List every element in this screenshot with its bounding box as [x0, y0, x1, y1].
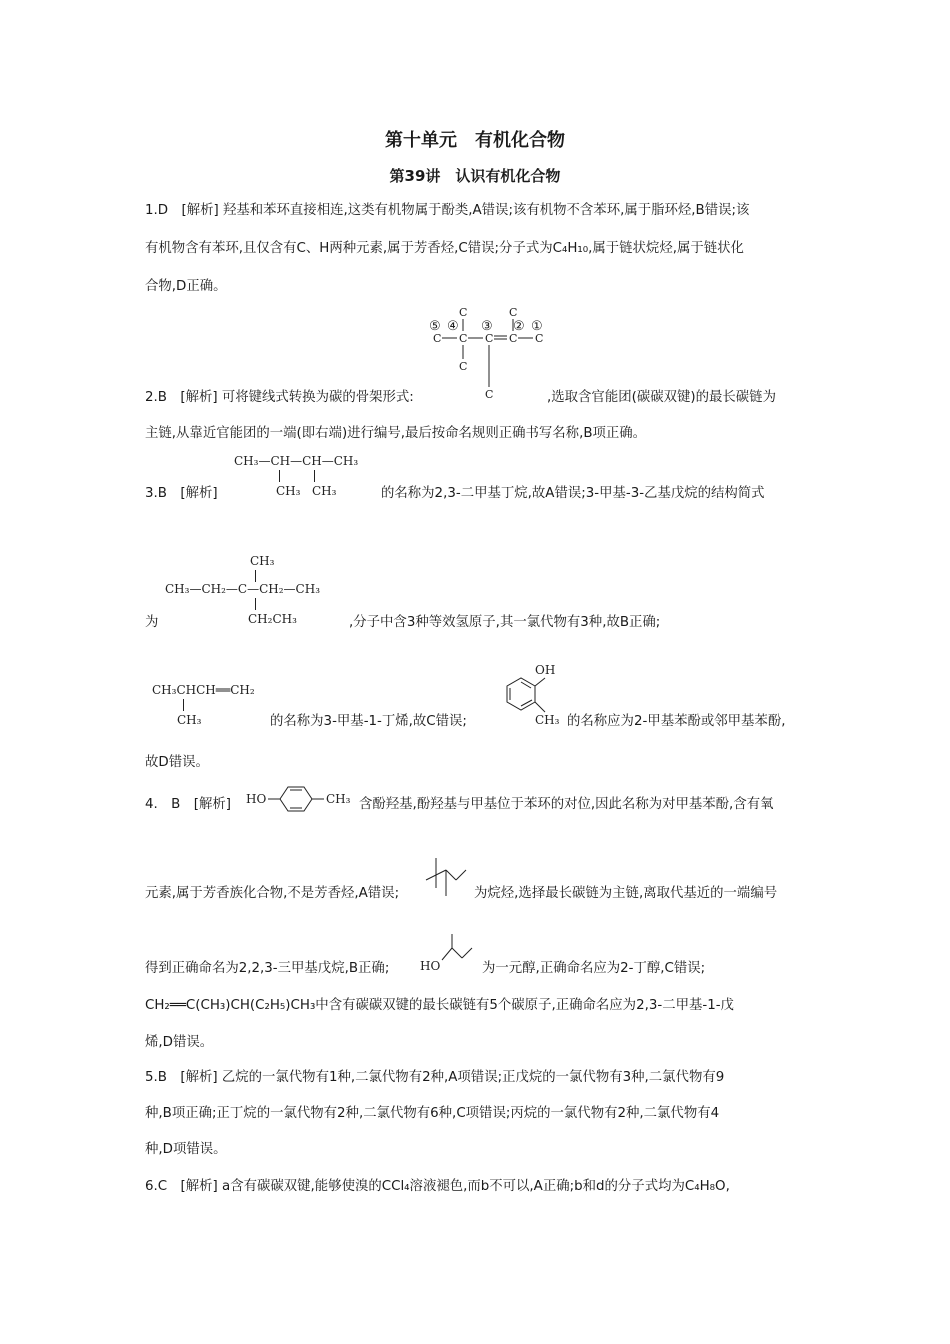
- q2-carbon-skeleton: [425, 302, 555, 404]
- q6-line-1: 6.C [解析] a含有碳碳双键,能够使溴的CCl₄溶液褪色,而b不可以,A正确;b和d的分子式均为C₄H₈O,: [145, 1179, 730, 1194]
- skeleton-number-1: ①: [531, 319, 543, 334]
- q3-formula-dimethylbutane-main: CH₃—CH—CH—CH₃: [234, 454, 359, 468]
- bond-line: [255, 598, 256, 610]
- skeleton-atom-c: C: [459, 360, 468, 373]
- q3-formula-butene-main: CH₃CHCH══CH₂: [152, 683, 255, 697]
- bond-line: [314, 470, 315, 482]
- o-cresol-ch3-label: CH₃: [535, 713, 560, 727]
- q1-line-1: 1.D [解析] 羟基和苯环直接相连,这类有机物属于酚类,A错误;该有机物不含苯环,属于脂环烃,B错误;该: [145, 203, 750, 218]
- skeleton-atom-c: C: [509, 306, 518, 319]
- q4-line-2a: 元素,属于芳香族化合物,不是芳香烃,A错误;: [145, 886, 400, 901]
- q3-line-4: 故D错误。: [145, 755, 209, 770]
- o-cresol-oh-label: OH: [535, 663, 556, 677]
- skeleton-number-3: ③: [481, 319, 493, 334]
- skeleton-atom-c: C: [485, 332, 494, 345]
- q1-line-2: 有机物含有苯环,且仅含有C、H两种元素,属于芳香烃,C错误;分子式为C₄H₁₀,属于链状烷烃,属于链状化: [145, 241, 744, 256]
- q3-line-1b: 的名称为2,3-二甲基丁烷,故A错误;3-甲基-3-乙基戊烷的结构简式: [381, 486, 765, 501]
- p-cresol-ch3-label: CH₃: [326, 792, 351, 806]
- p-cresol-ho-label: HO: [246, 792, 267, 806]
- q5-line-1: 5.B [解析] 乙烷的一氯代物有1种,二氯代物有2种,A项错误;正戊烷的一氯代物有3种,二氯代物有9: [145, 1070, 725, 1085]
- butanol-ho-label: HO: [420, 959, 441, 973]
- q3-formula-pentane-main: CH₃—CH₂—C—CH₂—CH₃: [165, 582, 321, 596]
- q4-line-5: 烯,D错误。: [145, 1035, 214, 1050]
- skeleton-number-5: ⑤: [429, 319, 441, 334]
- q3-formula-pentane-bottom: CH₂CH₃: [248, 612, 297, 626]
- q3-formula-dimethylbutane-sub2: CH₃: [312, 484, 337, 498]
- q4-line-2b: 为烷烃,选择最长碳链为主链,离取代基近的一端编号: [474, 886, 778, 901]
- q3-line-2a: 为: [145, 615, 159, 630]
- skeleton-atom-c: C: [459, 306, 468, 319]
- q4-line-1b: 含酚羟基,酚羟基与甲基位于苯环的对位,因此名称为对甲基苯酚,含有氧: [359, 797, 774, 812]
- unit-title: 第十单元 有机化合物: [385, 130, 565, 151]
- q5-line-2: 种,B项正确;正丁烷的一氯代物有2种,二氯代物有6种,C项错误;丙烷的一氯代物有2种,二氯代物有4: [145, 1106, 720, 1121]
- q4-line-3a: 得到正确命名为2,2,3-三甲基戊烷,B正确;: [145, 961, 390, 976]
- bond-line: [183, 699, 184, 711]
- skeleton-atom-c: C: [485, 388, 494, 401]
- q3-formula-butene-sub: CH₃: [177, 713, 202, 727]
- q4-line-1a: 4. B [解析]: [145, 797, 231, 812]
- q1-line-3: 合物,D正确。: [145, 279, 227, 294]
- skeleton-atom-c: C: [509, 332, 518, 345]
- o-cresol-structure: [493, 660, 565, 728]
- q2-line-1b: ,选取含官能团(碳碳双键)的最长碳链为: [547, 390, 776, 405]
- skeleton-atom-c: C: [433, 332, 442, 345]
- skeleton-number-4: ④: [447, 319, 459, 334]
- q3-line-3a: 的名称为3-甲基-1-丁烯,故C错误;: [270, 714, 467, 729]
- q3-line-3b: 的名称应为2-甲基苯酚或邻甲基苯酚,: [567, 714, 786, 729]
- skeleton-number-2: ②: [513, 319, 525, 334]
- q4-line-3b: 为一元醇,正确命名应为2-丁醇,C错误;: [482, 961, 706, 976]
- butanol-structure: [418, 930, 478, 974]
- bond-line: [279, 470, 280, 482]
- skeleton-atom-c: C: [459, 332, 468, 345]
- q2-line-2: 主链,从靠近官能团的一端(即右端)进行编号,最后按命名规则正确书写名称,B项正确。: [145, 426, 647, 441]
- q3-formula-pentane-top: CH₃: [250, 554, 275, 568]
- q4-line-4: CH₂══C(CH₃)CH(C₂H₅)CH₃中含有碳碳双键的最长碳链有5个碳原子,正确命名应为2,3-二甲基-1-戊: [145, 998, 734, 1013]
- trimethylpentane-skeleton: [424, 856, 472, 902]
- lecture-title: 第39讲 认识有机化合物: [389, 167, 561, 185]
- q3-formula-dimethylbutane-sub1: CH₃: [276, 484, 301, 498]
- skeleton-atom-c: C: [535, 332, 544, 345]
- q5-line-3: 种,D项错误。: [145, 1142, 227, 1157]
- p-cresol-structure: [244, 782, 356, 816]
- q3-line-2b: ,分子中含3种等效氢原子,其一氯代物有3种,故B正确;: [349, 615, 661, 630]
- q2-line-1a: 2.B [解析] 可将键线式转换为碳的骨架形式:: [145, 390, 414, 405]
- q3-line-1a: 3.B [解析]: [145, 486, 218, 501]
- bond-line: [255, 570, 256, 582]
